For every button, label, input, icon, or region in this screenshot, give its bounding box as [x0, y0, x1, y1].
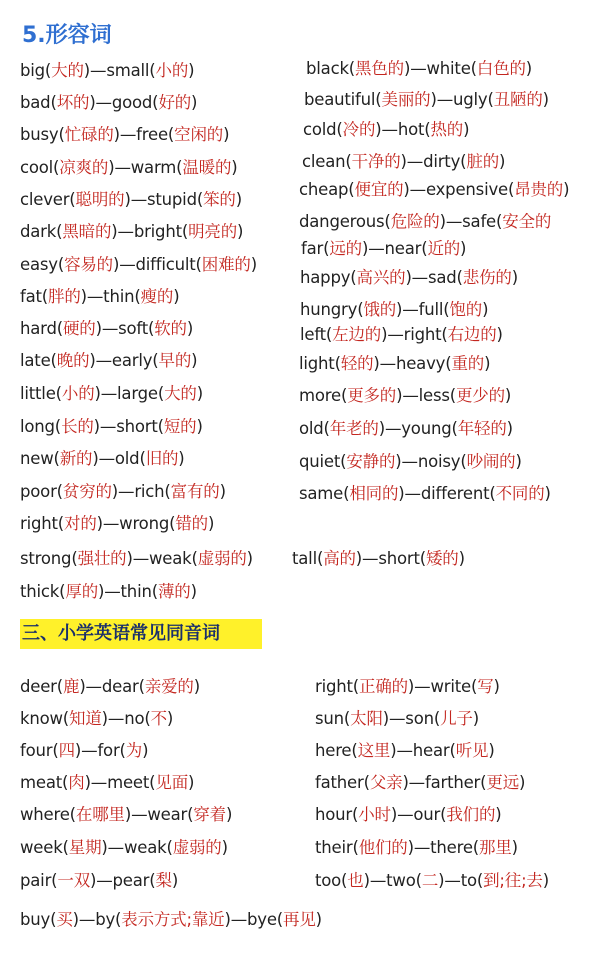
word-pair-row — [299, 415, 513, 439]
chinese-meaning: 大的 — [164, 384, 197, 403]
word-pair-row — [20, 906, 322, 930]
english-word: ) — [563, 180, 570, 199]
english-word: ) — [193, 677, 200, 696]
chinese-meaning: 鹿 — [63, 677, 80, 696]
english-word: too( — [315, 871, 348, 890]
english-word: cheap( — [299, 180, 355, 199]
chinese-meaning: 高的 — [323, 549, 356, 568]
chinese-meaning: 富有的 — [170, 482, 220, 501]
english-word: )—hear( — [390, 741, 456, 760]
english-word: ) — [460, 239, 467, 258]
word-pair-row — [20, 315, 193, 339]
english-word: )—hot( — [375, 120, 431, 139]
chinese-meaning: 更多的 — [347, 386, 397, 405]
word-pair-row — [20, 283, 179, 307]
english-word: ) — [231, 158, 238, 177]
chinese-meaning: 安静的 — [346, 452, 396, 471]
english-word: busy( — [20, 125, 65, 144]
english-word: deer( — [20, 677, 63, 696]
chinese-meaning: 小的 — [155, 61, 189, 80]
english-word: )—warm( — [108, 158, 183, 177]
chinese-meaning: 写 — [477, 677, 494, 696]
english-word: bad( — [20, 93, 57, 112]
english-word: ) — [542, 90, 549, 109]
english-word: )—short( — [355, 549, 426, 568]
chinese-meaning: 梨 — [155, 871, 172, 890]
english-word: ) — [544, 484, 551, 503]
english-word: )—farther( — [402, 773, 487, 792]
english-word: )—ugly( — [430, 90, 494, 109]
english-word: same( — [299, 484, 350, 503]
chinese-meaning: 黑色的 — [355, 59, 404, 78]
chinese-meaning: 大的 — [51, 61, 84, 80]
english-word: ) — [178, 449, 185, 468]
english-word: )—wear( — [124, 805, 194, 824]
chinese-meaning: 小的 — [61, 384, 95, 403]
english-word: )—soft( — [95, 319, 155, 338]
chinese-meaning: 知道 — [69, 709, 102, 728]
english-word: beautiful( — [304, 90, 382, 109]
english-word: ) — [496, 325, 503, 344]
english-word: )—good( — [89, 93, 159, 112]
chinese-meaning: 坏的 — [56, 93, 90, 112]
chinese-meaning: 远的 — [329, 239, 362, 258]
english-word: clever( — [20, 190, 76, 209]
chinese-meaning: 不同的 — [495, 484, 545, 503]
english-word: ) — [207, 514, 215, 533]
english-word: )—bye( — [224, 910, 284, 929]
english-word: )—for( — [74, 741, 126, 760]
english-word: ) — [495, 805, 502, 824]
english-word: )—different( — [398, 484, 496, 503]
chinese-meaning: 凉爽的 — [59, 158, 109, 177]
chinese-meaning: 正确的 — [359, 677, 408, 696]
chinese-meaning: 忙碌的 — [64, 125, 114, 144]
english-word: ) — [223, 125, 230, 144]
english-word: new( — [20, 449, 60, 468]
chinese-meaning: 胖的 — [48, 287, 81, 306]
word-pair-row — [20, 445, 185, 469]
english-word: ) — [511, 268, 518, 287]
word-pair-row — [299, 176, 569, 200]
chinese-meaning: 错的 — [175, 514, 208, 533]
english-word: long( — [20, 417, 62, 436]
word-pair-row — [20, 705, 173, 729]
chinese-meaning: 再见 — [283, 910, 316, 929]
english-word: )—full( — [396, 300, 450, 319]
english-word: ) — [504, 386, 512, 405]
english-word: happy( — [300, 268, 357, 287]
english-word: ) — [315, 910, 322, 929]
english-word: ) — [488, 741, 495, 760]
english-word: ) — [196, 384, 203, 403]
english-word: ) — [525, 59, 533, 78]
chinese-meaning: 热的 — [430, 120, 464, 139]
chinese-meaning: 他们的 — [358, 838, 408, 857]
chinese-meaning: 强壮的 — [77, 549, 127, 568]
word-pair-row — [315, 769, 525, 793]
chinese-meaning: 好的 — [158, 93, 192, 112]
english-word: black( — [306, 59, 356, 78]
chinese-meaning: 亲爱的 — [144, 677, 194, 696]
chinese-meaning: 虚弱的 — [197, 549, 247, 568]
word-pair-row — [20, 218, 243, 242]
chinese-meaning: 饱的 — [449, 300, 483, 319]
adjective-heading: 5.形容词 — [22, 23, 112, 48]
english-word: )—small( — [83, 61, 156, 80]
chinese-meaning: 便宜的 — [354, 180, 404, 199]
chinese-meaning: 早的 — [158, 351, 192, 370]
english-word: strong( — [20, 549, 78, 568]
chinese-meaning: 为 — [125, 741, 143, 760]
english-word: more( — [299, 386, 348, 405]
english-word: )—free( — [113, 125, 175, 144]
english-word: )—dirty( — [400, 152, 467, 171]
english-word: )—stupid( — [124, 190, 204, 209]
english-word: )—heavy( — [373, 354, 452, 373]
word-pair-row — [20, 154, 238, 178]
word-pair-row — [20, 737, 148, 761]
word-pair-row — [315, 737, 495, 761]
word-pair-row — [20, 769, 194, 793]
english-word: four( — [20, 741, 59, 760]
english-word: ) — [190, 582, 197, 601]
english-word: ) — [493, 677, 500, 696]
english-word: hour( — [315, 805, 359, 824]
word-pair-row — [20, 867, 178, 891]
english-word: )—thin( — [80, 287, 141, 306]
word-pair-row — [315, 867, 549, 891]
word-pair-row — [300, 296, 488, 320]
english-word: ) — [484, 354, 491, 373]
chinese-meaning: 年轻的 — [457, 419, 507, 438]
chinese-meaning: 新的 — [59, 449, 93, 468]
english-word: ) — [235, 190, 242, 209]
chinese-meaning: 困难的 — [201, 255, 251, 274]
english-word: dark( — [20, 222, 63, 241]
english-word: )—weak( — [126, 549, 198, 568]
word-pair-row — [20, 578, 197, 602]
chinese-meaning: 饿的 — [363, 300, 397, 319]
english-word: )—dear( — [79, 677, 145, 696]
english-word: ) — [173, 287, 180, 306]
chinese-meaning: 对的 — [64, 514, 97, 533]
homophone-section-title: 三、小学英语常见同音词 — [20, 619, 262, 649]
english-word: ) — [225, 805, 233, 824]
english-word: ) — [188, 773, 195, 792]
english-word: easy( — [20, 255, 65, 274]
english-word: )—two( — [363, 871, 422, 890]
chinese-meaning: 温暖的 — [182, 158, 232, 177]
chinese-meaning: 更远 — [486, 773, 519, 792]
chinese-meaning: 二 — [421, 871, 439, 890]
english-word: ) — [472, 709, 479, 728]
english-word: ) — [482, 300, 489, 319]
english-word: light( — [299, 354, 341, 373]
word-pair-row — [300, 321, 503, 345]
english-word: ) — [166, 709, 174, 728]
english-word: ) — [499, 152, 506, 171]
word-pair-row — [20, 545, 253, 569]
english-word: )—rich( — [111, 482, 171, 501]
word-pair-row — [20, 478, 226, 502]
chinese-meaning: 吵闹的 — [466, 452, 516, 471]
english-word: )—wrong( — [96, 514, 176, 533]
chinese-meaning: 四 — [58, 741, 75, 760]
english-word: fat( — [20, 287, 49, 306]
english-word: sun( — [315, 709, 351, 728]
word-pair-row — [304, 86, 549, 110]
chinese-meaning: 高兴的 — [356, 268, 406, 287]
english-word: )—sad( — [405, 268, 463, 287]
english-word: )—son( — [382, 709, 441, 728]
english-word: )—noisy( — [395, 452, 467, 471]
english-word: ) — [458, 549, 465, 568]
chinese-meaning: 瘦的 — [140, 287, 174, 306]
english-word: ) — [188, 61, 195, 80]
word-pair-row — [20, 673, 200, 697]
english-word: big( — [20, 61, 52, 80]
word-pair-row — [20, 801, 232, 825]
chinese-meaning: 短的 — [163, 417, 197, 436]
word-pair-row — [301, 235, 466, 259]
chinese-meaning: 薄的 — [157, 582, 191, 601]
english-word: ) — [519, 773, 526, 792]
chinese-meaning: 丑陋的 — [493, 90, 543, 109]
english-word: meat( — [20, 773, 69, 792]
english-word: )—old( — [92, 449, 146, 468]
chinese-meaning: 这里 — [357, 741, 391, 760]
english-word: clean( — [302, 152, 352, 171]
chinese-meaning: 聪明的 — [75, 190, 125, 209]
chinese-meaning: 父亲 — [369, 773, 403, 792]
english-word: )—right( — [381, 325, 448, 344]
chinese-meaning: 笨的 — [203, 190, 236, 209]
word-pair-row — [20, 57, 194, 81]
chinese-meaning: 重的 — [451, 354, 485, 373]
chinese-meaning: 冷的 — [342, 120, 376, 139]
english-word: week( — [20, 838, 69, 857]
word-pair-row — [299, 448, 522, 472]
english-word: )—meet( — [84, 773, 156, 792]
english-word: pair( — [20, 871, 58, 890]
english-word: ) — [515, 452, 522, 471]
chinese-meaning: 表示方式;靠近 — [121, 910, 225, 929]
chinese-meaning: 年老的 — [329, 419, 379, 438]
word-pair-row — [315, 673, 500, 697]
chinese-meaning: 昂贵的 — [514, 180, 564, 199]
english-word: hungry( — [300, 300, 364, 319]
chinese-meaning: 矮的 — [425, 549, 459, 568]
english-word: ) — [196, 417, 203, 436]
chinese-meaning: 厚的 — [65, 582, 98, 601]
english-word: ) — [511, 838, 518, 857]
english-word: ) — [191, 93, 198, 112]
word-pair-row — [20, 121, 229, 145]
english-word: left( — [300, 325, 333, 344]
word-pair-row — [315, 801, 502, 825]
english-word: )—pear( — [90, 871, 156, 890]
english-word: ) — [219, 482, 226, 501]
english-word: cool( — [20, 158, 60, 177]
chinese-meaning: 轻的 — [340, 354, 374, 373]
chinese-meaning: 肉 — [68, 773, 85, 792]
english-word: old( — [299, 419, 330, 438]
chinese-meaning: 美丽的 — [381, 90, 431, 109]
english-word: cold( — [303, 120, 343, 139]
chinese-meaning: 明亮的 — [188, 222, 238, 241]
english-word: buy( — [20, 910, 57, 929]
chinese-meaning: 星期 — [68, 838, 102, 857]
chinese-meaning: 小时 — [358, 805, 391, 824]
english-word: ) — [171, 871, 179, 890]
english-word: tall( — [292, 549, 324, 568]
chinese-meaning: 买 — [56, 910, 73, 929]
chinese-meaning: 贫穷的 — [62, 482, 112, 501]
english-word: )—difficult( — [112, 255, 202, 274]
english-word: quiet( — [299, 452, 347, 471]
english-word: )—bright( — [111, 222, 189, 241]
english-word: poor( — [20, 482, 63, 501]
english-word: )—weak( — [101, 838, 173, 857]
english-word: know( — [20, 709, 70, 728]
english-word: where( — [20, 805, 76, 824]
english-word: ) — [186, 319, 194, 338]
english-word: )—large( — [94, 384, 165, 403]
word-pair-row — [300, 264, 518, 288]
english-word: father( — [315, 773, 370, 792]
chinese-meaning: 也 — [347, 871, 364, 890]
chinese-meaning: 儿子 — [440, 709, 473, 728]
english-word: right( — [315, 677, 360, 696]
chinese-meaning: 长的 — [61, 417, 94, 436]
english-word: hard( — [20, 319, 63, 338]
chinese-meaning: 安全的 — [502, 212, 552, 231]
word-pair-row — [299, 208, 551, 232]
word-pair-row — [20, 186, 242, 210]
chinese-meaning: 右边的 — [447, 325, 497, 344]
chinese-meaning: 在哪里 — [75, 805, 125, 824]
english-word: far( — [301, 239, 330, 258]
english-word: )—by( — [72, 910, 122, 929]
word-pair-row — [315, 705, 479, 729]
chinese-meaning: 脏的 — [466, 152, 499, 171]
word-pair-row — [299, 480, 551, 504]
english-word: )—young( — [378, 419, 458, 438]
chinese-meaning: 旧的 — [145, 449, 179, 468]
english-word: )—there( — [407, 838, 480, 857]
chinese-meaning: 相同的 — [349, 484, 399, 503]
word-pair-row — [306, 55, 532, 79]
english-word: ) — [246, 549, 253, 568]
chinese-meaning: 穿着 — [193, 805, 226, 824]
english-word: )—thin( — [98, 582, 158, 601]
chinese-meaning: 听见 — [455, 741, 489, 760]
english-word: )—white( — [403, 59, 477, 78]
word-pair-row — [20, 510, 214, 534]
chinese-meaning: 悲伤的 — [462, 268, 512, 287]
word-pair-row — [292, 545, 465, 569]
word-pair-row — [303, 116, 469, 140]
word-pair-row — [20, 251, 257, 275]
english-word: thick( — [20, 582, 66, 601]
chinese-meaning: 左边的 — [332, 325, 382, 344]
chinese-meaning: 黑暗的 — [62, 222, 112, 241]
english-word: ) — [463, 120, 470, 139]
word-pair-row — [302, 148, 505, 172]
english-word: ) — [142, 741, 149, 760]
word-pair-row — [299, 350, 490, 374]
english-word: )—no( — [101, 709, 151, 728]
word-pair-row — [315, 834, 518, 858]
chinese-meaning: 近的 — [427, 239, 461, 258]
word-pair-row — [299, 382, 511, 406]
chinese-meaning: 硬的 — [62, 319, 96, 338]
chinese-meaning: 容易的 — [64, 255, 113, 274]
chinese-meaning: 见面 — [155, 773, 188, 792]
english-word: ) — [506, 419, 513, 438]
chinese-meaning: 干净的 — [351, 152, 401, 171]
word-pair-row — [20, 380, 203, 404]
chinese-meaning: 晚的 — [56, 351, 90, 370]
chinese-meaning: 危险的 — [390, 212, 440, 231]
chinese-meaning: 那里 — [479, 838, 512, 857]
chinese-meaning: 不 — [150, 709, 167, 728]
english-word: late( — [20, 351, 57, 370]
english-word: ) — [542, 871, 549, 890]
word-pair-row — [20, 89, 197, 113]
english-word: )—our( — [390, 805, 447, 824]
chinese-meaning: 一双 — [57, 871, 90, 890]
chinese-meaning: 白色的 — [476, 59, 526, 78]
english-word: )—near( — [361, 239, 428, 258]
english-word: )—short( — [93, 417, 164, 436]
english-word: )—safe( — [439, 212, 503, 231]
chinese-meaning: 软的 — [154, 319, 187, 338]
english-word: little( — [20, 384, 62, 403]
word-pair-row — [20, 834, 228, 858]
chinese-meaning: 空闲的 — [174, 125, 224, 144]
english-word: their( — [315, 838, 359, 857]
chinese-meaning: 我们的 — [446, 805, 496, 824]
english-word: ) — [237, 222, 244, 241]
english-word: )—early( — [89, 351, 159, 370]
english-word: ) — [221, 838, 228, 857]
english-word: ) — [250, 255, 257, 274]
chinese-meaning: 到;往;去 — [483, 871, 543, 890]
english-word: right( — [20, 514, 65, 533]
chinese-meaning: 太阳 — [350, 709, 383, 728]
word-pair-row — [20, 413, 203, 437]
english-word: here( — [315, 741, 358, 760]
word-pair-row — [20, 347, 197, 371]
chinese-meaning: 虚弱的 — [172, 838, 222, 857]
english-word: )—write( — [407, 677, 478, 696]
chinese-meaning: 更少的 — [456, 386, 505, 405]
english-word: ) — [191, 351, 198, 370]
english-word: dangerous( — [299, 212, 391, 231]
english-word: )—less( — [396, 386, 456, 405]
english-word: )—to( — [438, 871, 484, 890]
english-word: )—expensive( — [403, 180, 515, 199]
